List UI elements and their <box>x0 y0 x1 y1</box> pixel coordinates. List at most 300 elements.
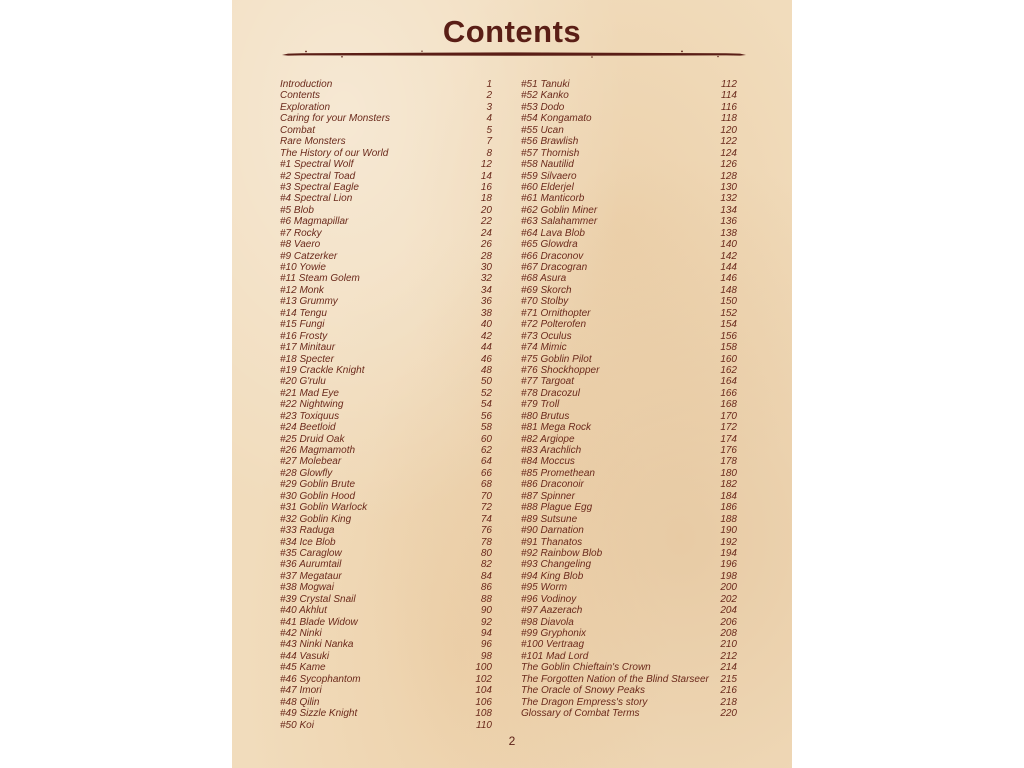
toc-entry-title: #73 Oculus <box>521 330 572 342</box>
toc-entry <box>521 113 737 124</box>
toc-entry <box>521 708 737 719</box>
toc-entry <box>521 90 737 101</box>
toc-entry-title: #98 Diavola <box>521 616 574 628</box>
toc-entry-title: #69 Skorch <box>521 284 572 296</box>
toc-entry <box>521 628 737 639</box>
toc-entry-title: #30 Goblin Hood <box>280 490 356 502</box>
toc-entry-page: 108 <box>475 708 492 720</box>
toc-entry-page: 216 <box>720 685 737 697</box>
toc-entry <box>521 605 737 616</box>
toc-entry-title: #24 Beetloid <box>280 422 336 434</box>
toc-entry-page: 124 <box>720 147 737 159</box>
toc-entry-page: 80 <box>480 547 492 559</box>
toc-entry <box>280 697 492 708</box>
toc-entry-page: 160 <box>720 353 737 365</box>
toc-entry-title: #61 Manticorb <box>521 193 585 205</box>
toc-entry-page: 212 <box>720 650 737 662</box>
toc-entry-page: 184 <box>720 490 737 502</box>
toc-entry-title: #96 Vodinoy <box>521 593 577 605</box>
toc-entry-page: 166 <box>720 387 737 399</box>
toc-entry <box>280 113 492 124</box>
document-page <box>232 0 792 768</box>
toc-entry-page: 32 <box>480 273 492 285</box>
toc-entry <box>280 639 492 650</box>
toc-entry <box>521 388 737 399</box>
toc-entry-page: 194 <box>720 547 737 559</box>
toc-entry-title: The Goblin Chieftain's Crown <box>521 662 651 674</box>
toc-entry <box>280 571 492 582</box>
toc-entry-title: #1 Spectral Wolf <box>280 159 354 171</box>
toc-entry <box>521 445 737 456</box>
toc-entry-page: 1 <box>486 79 492 90</box>
toc-entry-title: #5 Blob <box>280 204 314 216</box>
toc-entry-page: 152 <box>720 307 737 319</box>
toc-entry <box>280 273 492 284</box>
toc-entry-title: #80 Brutus <box>521 410 570 422</box>
toc-entry <box>280 193 492 204</box>
toc-entry-page: 168 <box>720 399 737 411</box>
toc-entry-page: 52 <box>480 387 492 399</box>
toc-entry-title: #92 Rainbow Blob <box>521 547 603 559</box>
toc-entry-title: #50 Koi <box>280 719 314 731</box>
toc-entry-page: 12 <box>480 159 492 171</box>
toc-entry-title: #99 Gryphonix <box>521 628 587 639</box>
toc-entry <box>521 193 737 204</box>
toc-entry-title: #70 Stolby <box>521 296 569 308</box>
toc-entry <box>521 319 737 330</box>
toc-entry <box>521 559 737 570</box>
toc-entry <box>280 479 492 490</box>
toc-entry-page: 186 <box>720 502 737 514</box>
toc-entry <box>280 342 492 353</box>
toc-entry-title: #77 Targoat <box>521 376 575 388</box>
toc-entry-page: 86 <box>480 582 492 594</box>
toc-entry-page: 180 <box>720 467 737 479</box>
toc-entry-title: #86 Draconoir <box>521 479 584 491</box>
toc-entry-title: #53 Dodo <box>521 101 565 113</box>
toc-entry <box>280 376 492 387</box>
toc-entry-page: 44 <box>480 342 492 354</box>
toc-entry <box>280 331 492 342</box>
toc-entry-page: 62 <box>480 445 492 456</box>
toc-entry-title: Combat <box>280 124 316 136</box>
toc-entry <box>521 239 737 250</box>
toc-entry <box>521 651 737 662</box>
toc-entry <box>280 651 492 662</box>
toc-entry <box>280 617 492 628</box>
toc-entry <box>280 674 492 685</box>
toc-entry-title: #38 Mogwai <box>280 582 334 594</box>
toc-entry-title: #42 Ninki <box>280 628 322 639</box>
toc-entry-page: 162 <box>720 364 737 376</box>
toc-entry-page: 170 <box>720 410 737 422</box>
toc-entry <box>280 720 492 731</box>
toc-entry-page: 218 <box>720 696 737 708</box>
toc-entry-page: 202 <box>720 593 737 605</box>
toc-entry-title: #71 Ornithopter <box>521 307 591 319</box>
toc-entry-title: #56 Brawlish <box>521 136 579 148</box>
toc-entry-title: #23 Toxiquus <box>280 410 340 422</box>
toc-entry <box>521 251 737 262</box>
toc-entry-title: #90 Darnation <box>521 525 584 537</box>
toc-entry-page: 98 <box>480 650 492 662</box>
toc-entry-page: 34 <box>480 284 492 296</box>
toc-entry-page: 40 <box>480 319 492 331</box>
toc-entry-page: 178 <box>720 456 737 468</box>
toc-entry-title: #3 Spectral Eagle <box>280 181 359 193</box>
toc-entry-title: #100 Vertraag <box>521 639 585 651</box>
toc-entry-title: #91 Thanatos <box>521 536 583 548</box>
toc-entry <box>280 685 492 696</box>
toc-entry <box>280 285 492 296</box>
toc-entry-title: #81 Mega Rock <box>521 422 592 434</box>
toc-entry <box>521 422 737 433</box>
toc-entry <box>280 228 492 239</box>
toc-entry-title: #43 Ninki Nanka <box>280 639 354 651</box>
toc-entry-page: 206 <box>720 616 737 628</box>
toc-entry <box>521 537 737 548</box>
toc-entry-page: 88 <box>480 593 492 605</box>
toc-entry-title: #94 King Blob <box>521 570 584 582</box>
toc-entry <box>280 159 492 170</box>
toc-entry-title: The Oracle of Snowy Peaks <box>521 685 645 697</box>
toc-entry <box>521 685 737 696</box>
toc-entry-page: 26 <box>480 239 492 251</box>
toc-entry-page: 50 <box>480 376 492 388</box>
toc-entry <box>280 125 492 136</box>
toc-entry-page: 220 <box>720 708 737 720</box>
toc-entry-title: #76 Shockhopper <box>521 364 600 376</box>
toc-entry-page: 56 <box>480 410 492 422</box>
toc-entry <box>521 617 737 628</box>
toc-entry-page: 48 <box>480 364 492 376</box>
toc-entry <box>280 594 492 605</box>
toc-entry-title: #59 Silvaero <box>521 170 577 182</box>
toc-entry-page: 84 <box>480 570 492 582</box>
toc-entry-page: 78 <box>480 536 492 548</box>
toc-entry-title: #46 Sycophantom <box>280 673 361 685</box>
toc-entry <box>521 639 737 650</box>
toc-entry <box>521 136 737 147</box>
toc-entry-page: 120 <box>720 124 737 136</box>
toc-entry <box>280 102 492 113</box>
toc-entry <box>280 354 492 365</box>
toc-entry-title: #87 Spinner <box>521 490 575 502</box>
toc-entry <box>521 273 737 284</box>
toc-entry-page: 28 <box>480 250 492 262</box>
toc-entry-page: 204 <box>720 605 737 617</box>
toc-entry <box>521 365 737 376</box>
toc-entry-title: #101 Mad Lord <box>521 650 589 662</box>
toc-entry <box>521 411 737 422</box>
toc-entry <box>280 251 492 262</box>
toc-entry-title: #6 Magmapillar <box>280 216 349 228</box>
toc-entry-title: #17 Minitaur <box>280 342 336 354</box>
toc-entry-title: #19 Crackle Knight <box>280 364 365 376</box>
toc-entry-title: Rare Monsters <box>280 136 346 148</box>
toc-entry <box>280 216 492 227</box>
toc-entry-page: 182 <box>720 479 737 491</box>
toc-entry-title: #31 Goblin Warlock <box>280 502 368 514</box>
toc-entry-title: #75 Goblin Pilot <box>521 353 592 365</box>
toc-entry <box>280 422 492 433</box>
toc-entry <box>521 159 737 170</box>
toc-entry-title: #15 Fungi <box>280 319 325 331</box>
toc-entry-title: #8 Vaero <box>280 239 321 251</box>
toc-entry <box>521 491 737 502</box>
title-underline <box>282 50 746 58</box>
toc-entry-title: #35 Caraglow <box>280 547 342 559</box>
toc-entry-page: 210 <box>720 639 737 651</box>
toc-entry-title: #48 Qilin <box>280 696 320 708</box>
toc-entry <box>280 468 492 479</box>
toc-entry-page: 74 <box>480 513 492 525</box>
toc-entry-page: 4 <box>486 113 492 125</box>
toc-entry <box>280 399 492 410</box>
toc-entry-title: #12 Monk <box>280 284 324 296</box>
toc-entry-page: 118 <box>721 113 737 125</box>
toc-entry-page: 5 <box>486 124 492 136</box>
toc-entry-page: 126 <box>720 159 737 171</box>
toc-entry-page: 64 <box>480 456 492 468</box>
toc-entry-title: #2 Spectral Toad <box>280 170 356 182</box>
toc-entry-page: 7 <box>486 136 492 148</box>
toc-entry-title: #78 Dracozul <box>521 387 580 399</box>
toc-entry-page: 60 <box>480 433 492 445</box>
toc-entry-title: #20 G'rulu <box>280 376 326 388</box>
toc-entry-page: 104 <box>475 685 492 697</box>
toc-entry-title: #27 Molebear <box>280 456 342 468</box>
toc-entry <box>521 697 737 708</box>
toc-entry-title: #66 Draconov <box>521 250 584 262</box>
toc-entry <box>280 205 492 216</box>
toc-entry-title: Contents <box>280 90 321 102</box>
toc-entry <box>521 525 737 536</box>
toc-entry-title: The Forgotten Nation of the Blind Starseer <box>521 673 709 685</box>
toc-entry-page: 92 <box>480 616 492 628</box>
toc-entry-page: 16 <box>480 181 492 193</box>
toc-entry <box>280 148 492 159</box>
toc-entry-page: 8 <box>486 147 492 159</box>
toc-entry-title: The History of our World <box>280 147 389 159</box>
toc-entry-title: #7 Rocky <box>280 227 322 239</box>
toc-entry <box>521 285 737 296</box>
toc-entry-title: #84 Moccus <box>521 456 575 468</box>
toc-entry <box>521 514 737 525</box>
page-title: Contents <box>442 14 582 49</box>
toc-entry-page: 38 <box>480 307 492 319</box>
toc-entry-page: 164 <box>720 376 737 388</box>
toc-entry <box>280 548 492 559</box>
toc-entry-title: #26 Magmamoth <box>280 445 356 456</box>
toc-entry-page: 176 <box>720 445 737 456</box>
toc-entry-page: 116 <box>721 101 737 113</box>
toc-entry-title: #39 Crystal Snail <box>280 593 356 605</box>
toc-entry-page: 154 <box>720 319 737 331</box>
toc-entry <box>280 582 492 593</box>
toc-entry-page: 46 <box>480 353 492 365</box>
toc-entry-title: The Dragon Empress's story <box>521 696 648 708</box>
toc-entry <box>280 136 492 147</box>
toc-entry <box>521 376 737 387</box>
toc-entry-title: #57 Thornish <box>521 147 580 159</box>
toc-entry-page: 72 <box>480 502 492 514</box>
toc-entry <box>521 331 737 342</box>
toc-entry-title: Caring for your Monsters <box>280 113 391 125</box>
toc-entry <box>521 582 737 593</box>
toc-entry <box>280 628 492 639</box>
toc-entry <box>280 559 492 570</box>
toc-entry-title: #33 Raduga <box>280 525 335 537</box>
toc-entry <box>280 171 492 182</box>
toc-entry <box>521 399 737 410</box>
toc-entry <box>521 148 737 159</box>
toc-entry-page: 90 <box>480 605 492 617</box>
toc-entry-page: 134 <box>720 204 737 216</box>
toc-entry-title: #54 Kongamato <box>521 113 592 125</box>
toc-entry-page: 114 <box>721 90 737 102</box>
toc-entry-title: #13 Grummy <box>280 296 338 308</box>
toc-entry-title: #40 Akhlut <box>280 605 327 617</box>
toc-column-left <box>280 79 492 731</box>
toc-entry-title: #44 Vasuki <box>280 650 330 662</box>
toc-entry-page: 144 <box>720 262 737 273</box>
toc-entry-title: #72 Polterofen <box>521 319 587 331</box>
toc-entry <box>280 502 492 513</box>
toc-entry-page: 3 <box>486 101 492 113</box>
toc-entry-title: Glossary of Combat Terms <box>521 708 640 720</box>
toc-entry <box>521 205 737 216</box>
toc-entry-page: 20 <box>480 204 492 216</box>
toc-entry-page: 158 <box>720 342 737 354</box>
toc-entry-page: 22 <box>480 216 492 228</box>
toc-entry-page: 208 <box>720 628 737 639</box>
toc-entry <box>280 239 492 250</box>
toc-entry-page: 214 <box>720 662 737 674</box>
toc-entry-title: #16 Frosty <box>280 330 328 342</box>
toc-entry-page: 132 <box>720 193 737 205</box>
toc-entry <box>280 445 492 456</box>
toc-entry <box>280 90 492 101</box>
toc-entry-page: 130 <box>720 181 737 193</box>
toc-entry-title: #88 Plague Egg <box>521 502 593 514</box>
toc-entry-title: #18 Specter <box>280 353 334 365</box>
toc-column-right <box>521 79 737 720</box>
toc-entry-page: 122 <box>720 136 737 148</box>
toc-entry-title: #4 Spectral Lion <box>280 193 353 205</box>
toc-entry <box>280 456 492 467</box>
toc-entry-title: #60 Elderjel <box>521 181 574 193</box>
toc-entry <box>280 434 492 445</box>
toc-entry-title: #51 Tanuki <box>521 79 570 90</box>
toc-entry-page: 200 <box>720 582 737 594</box>
toc-entry-title: #47 Imori <box>280 685 322 697</box>
toc-entry-page: 112 <box>721 79 737 90</box>
toc-entry-page: 100 <box>475 662 492 674</box>
toc-entry-title: #89 Sutsune <box>521 513 578 525</box>
toc-entry <box>280 708 492 719</box>
toc-entry-title: #10 Yowie <box>280 262 326 273</box>
toc-entry-page: 148 <box>720 284 737 296</box>
toc-entry-title: #63 Salahammer <box>521 216 598 228</box>
toc-entry-title: #28 Glowfly <box>280 467 333 479</box>
toc-entry-page: 156 <box>720 330 737 342</box>
toc-entry-page: 14 <box>480 170 492 182</box>
toc-entry <box>521 171 737 182</box>
toc-entry-page: 190 <box>720 525 737 537</box>
toc-entry-page: 94 <box>480 628 492 639</box>
toc-entry <box>280 491 492 502</box>
toc-entry <box>280 537 492 548</box>
toc-entry <box>280 296 492 307</box>
toc-entry-title: #49 Sizzle Knight <box>280 708 358 720</box>
toc-entry <box>280 514 492 525</box>
toc-entry <box>280 365 492 376</box>
toc-entry-page: 82 <box>480 559 492 571</box>
toc-entry-title: #11 Steam Golem <box>280 273 360 285</box>
toc-entry-title: #67 Dracogran <box>521 262 588 273</box>
toc-entry <box>280 605 492 616</box>
toc-entry-title: #82 Argiope <box>521 433 575 445</box>
toc-entry-page: 150 <box>720 296 737 308</box>
toc-entry-page: 68 <box>480 479 492 491</box>
toc-entry-page: 110 <box>476 719 492 731</box>
toc-entry-title: #79 Troll <box>521 399 560 411</box>
toc-entry-page: 188 <box>720 513 737 525</box>
toc-entry-page: 58 <box>480 422 492 434</box>
toc-entry-title: #52 Kanko <box>521 90 569 102</box>
toc-entry <box>521 456 737 467</box>
toc-entry-page: 128 <box>720 170 737 182</box>
toc-entry-title: #41 Blade Widow <box>280 616 358 628</box>
toc-entry-title: #21 Mad Eye <box>280 387 339 399</box>
toc-entry <box>280 308 492 319</box>
toc-entry <box>521 354 737 365</box>
toc-entry-title: #55 Ucan <box>521 124 564 136</box>
toc-entry <box>521 342 737 353</box>
toc-entry-page: 215 <box>720 673 737 685</box>
toc-entry <box>280 262 492 273</box>
toc-entry-title: #74 Mimic <box>521 342 567 354</box>
toc-entry <box>280 79 492 90</box>
toc-entry-page: 136 <box>720 216 737 228</box>
toc-entry-title: #22 Nightwing <box>280 399 344 411</box>
toc-entry-page: 198 <box>720 570 737 582</box>
toc-entry <box>521 216 737 227</box>
toc-entry-title: #68 Asura <box>521 273 567 285</box>
toc-entry-title: #93 Changeling <box>521 559 592 571</box>
toc-entry-page: 42 <box>480 330 492 342</box>
toc-entry <box>521 79 737 90</box>
toc-entry <box>280 388 492 399</box>
toc-entry-title: #95 Worm <box>521 582 568 594</box>
toc-entry-title: #45 Kame <box>280 662 326 674</box>
toc-entry <box>521 228 737 239</box>
toc-entry <box>521 594 737 605</box>
toc-entry-title: #97 Aazerach <box>521 605 583 617</box>
toc-entry <box>280 525 492 536</box>
toc-entry <box>521 548 737 559</box>
toc-entry-page: 174 <box>720 433 737 445</box>
toc-entry-page: 106 <box>475 696 492 708</box>
toc-entry-page: 172 <box>720 422 737 434</box>
toc-entry-page: 24 <box>480 227 492 239</box>
toc-entry <box>521 182 737 193</box>
toc-entry-page: 140 <box>720 239 737 251</box>
toc-entry-page: 196 <box>720 559 737 571</box>
toc-entry-page: 192 <box>720 536 737 548</box>
toc-entry <box>521 674 737 685</box>
